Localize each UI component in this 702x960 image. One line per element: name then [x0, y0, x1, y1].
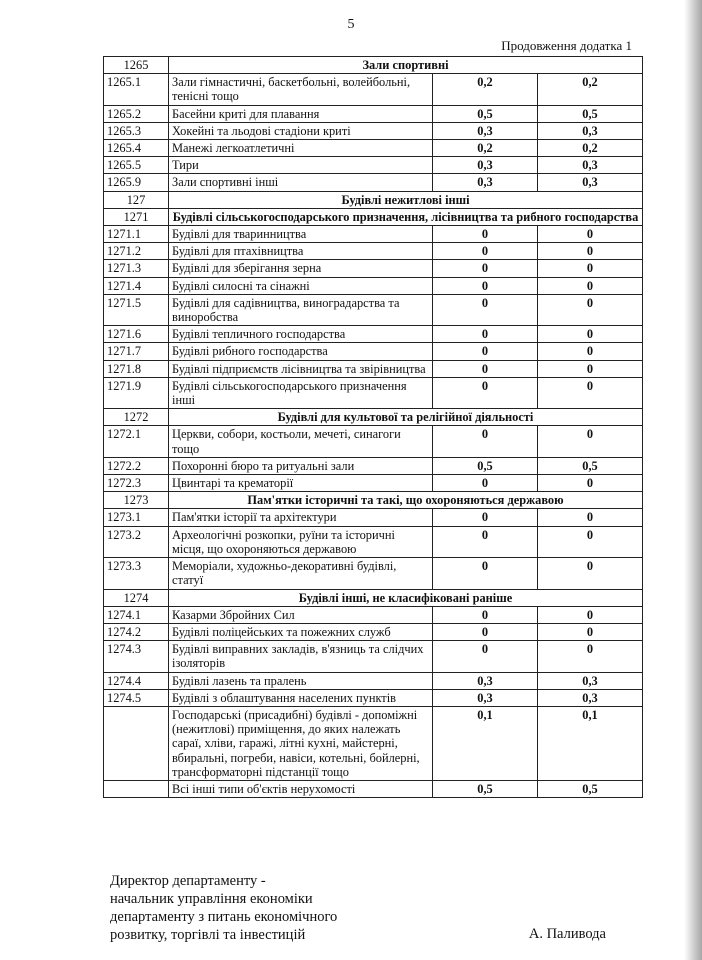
- name-cell: Будівлі виправних закладів, в'язниць та слідчих ізоляторів: [169, 641, 433, 672]
- code-cell: [104, 780, 169, 797]
- section-row: [104, 191, 643, 208]
- name-cell: Пам'ятки історії та архітектури: [169, 509, 433, 526]
- value-cell: 0: [433, 641, 538, 672]
- value-cell: 0,5: [538, 780, 643, 797]
- section-row: [104, 208, 643, 225]
- value-cell: 0: [538, 558, 643, 589]
- signature-line: Директор департаменту -: [110, 873, 266, 889]
- code-cell: 1271.9: [104, 377, 169, 408]
- value-cell: 0,3: [538, 689, 643, 706]
- name-cell: Будівлі для тваринництва: [169, 226, 433, 243]
- continuation-note: Продовження додатка 1: [501, 38, 632, 53]
- table-row: [104, 623, 643, 640]
- name-cell: Будівлі рибного господарства: [169, 343, 433, 360]
- section-row: [104, 57, 643, 74]
- table-row: [104, 122, 643, 139]
- value-cell: 0,3: [433, 672, 538, 689]
- code-cell: 1274.4: [104, 672, 169, 689]
- name-cell: Хокейні та льодові стадіони криті: [169, 122, 433, 139]
- value-cell: 0,3: [538, 122, 643, 139]
- value-cell: 0: [433, 606, 538, 623]
- code-cell: 1265.4: [104, 140, 169, 157]
- name-cell: Манежі легкоатлетичні: [169, 140, 433, 157]
- table-row: [104, 641, 643, 672]
- name-cell: Будівлі тепличного господарства: [169, 326, 433, 343]
- table-row: [104, 606, 643, 623]
- section-row: [104, 492, 643, 509]
- value-cell: 0,3: [433, 157, 538, 174]
- group-code-cell: 127: [104, 191, 169, 208]
- signature-block: [110, 872, 337, 944]
- table-row: [104, 672, 643, 689]
- value-cell: 0: [433, 277, 538, 294]
- group-code-cell: 1274: [104, 589, 169, 606]
- value-cell: 0: [433, 326, 538, 343]
- code-cell: 1265.5: [104, 157, 169, 174]
- code-cell: 1274.2: [104, 623, 169, 640]
- table-row: [104, 260, 643, 277]
- value-cell: 0,3: [538, 672, 643, 689]
- signature-line: начальник управління економіки: [110, 891, 313, 907]
- value-cell: 0: [538, 526, 643, 557]
- name-cell: Меморіали, художньо-декоративні будівлі, статуї: [169, 558, 433, 589]
- page-number: 5: [347, 17, 355, 32]
- section-row: [104, 409, 643, 426]
- name-cell: Будівлі силосні та сінажні: [169, 277, 433, 294]
- name-cell: Будівлі з облаштування населених пунктів: [169, 689, 433, 706]
- value-cell: 0: [433, 509, 538, 526]
- table-row: [104, 326, 643, 343]
- code-cell: 1265.2: [104, 105, 169, 122]
- value-cell: 0: [433, 360, 538, 377]
- table-row: [104, 426, 643, 457]
- table-row: [104, 105, 643, 122]
- table-row: [104, 140, 643, 157]
- value-cell: 0: [538, 260, 643, 277]
- group-code-cell: 1265: [104, 57, 169, 74]
- value-cell: 0,3: [433, 122, 538, 139]
- code-cell: 1271.8: [104, 360, 169, 377]
- name-cell: Будівлі для птахівництва: [169, 243, 433, 260]
- table-row: [104, 174, 643, 191]
- page-edge-shadow: [684, 0, 702, 960]
- section-title-cell: Будівлі сільськогосподарського призначення, лісівництва та рибного господарства: [169, 208, 643, 225]
- value-cell: 0: [433, 260, 538, 277]
- table-row: [104, 243, 643, 260]
- table-row: [104, 74, 643, 105]
- signer-name: А. Паливода: [528, 926, 606, 942]
- name-cell: Тири: [169, 157, 433, 174]
- section-title-cell: Пам'ятки історичні та такі, що охороняються державою: [169, 492, 643, 509]
- table-row: [104, 509, 643, 526]
- value-cell: 0,1: [433, 706, 538, 780]
- table-row: [104, 526, 643, 557]
- table-row: [104, 277, 643, 294]
- value-cell: 0: [433, 623, 538, 640]
- code-cell: 1273.2: [104, 526, 169, 557]
- name-cell: Цвинтарі та крематорії: [169, 475, 433, 492]
- table-row: [104, 343, 643, 360]
- value-cell: 0: [538, 426, 643, 457]
- table-row: [104, 226, 643, 243]
- value-cell: 0: [433, 243, 538, 260]
- table-row: [104, 689, 643, 706]
- code-cell: 1271.5: [104, 294, 169, 325]
- code-cell: 1271.7: [104, 343, 169, 360]
- name-cell: Будівлі підприємств лісівництва та звірівництва: [169, 360, 433, 377]
- value-cell: 0,2: [433, 74, 538, 105]
- value-cell: 0,2: [433, 140, 538, 157]
- table-row: [104, 294, 643, 325]
- value-cell: 0: [538, 277, 643, 294]
- code-cell: 1271.2: [104, 243, 169, 260]
- value-cell: 0: [433, 558, 538, 589]
- value-cell: 0,3: [433, 689, 538, 706]
- value-cell: 0,5: [538, 105, 643, 122]
- name-cell: Церкви, собори, костьоли, мечеті, синагоги тощо: [169, 426, 433, 457]
- value-cell: 0,2: [538, 140, 643, 157]
- table-row: [104, 780, 643, 797]
- code-cell: 1274.3: [104, 641, 169, 672]
- code-cell: 1274.1: [104, 606, 169, 623]
- value-cell: 0: [538, 475, 643, 492]
- name-cell: Зали спортивні інші: [169, 174, 433, 191]
- value-cell: 0,3: [538, 157, 643, 174]
- code-cell: [104, 706, 169, 780]
- table-row: [104, 706, 643, 780]
- value-cell: 0,1: [538, 706, 643, 780]
- section-title-cell: Будівлі для культової та релігійної діяльності: [169, 409, 643, 426]
- table-row: [104, 157, 643, 174]
- table-row: [104, 457, 643, 474]
- name-cell: Басейни криті для плавання: [169, 105, 433, 122]
- value-cell: 0: [538, 226, 643, 243]
- group-code-cell: 1273: [104, 492, 169, 509]
- table-row: [104, 475, 643, 492]
- code-cell: 1271.4: [104, 277, 169, 294]
- code-cell: 1265.3: [104, 122, 169, 139]
- table-row: [104, 377, 643, 408]
- code-cell: 1265.9: [104, 174, 169, 191]
- name-cell: Будівлі для зберігання зерна: [169, 260, 433, 277]
- name-cell: Зали гімнастичні, баскетбольні, волейбольні, тенісні тощо: [169, 74, 433, 105]
- code-cell: 1272.3: [104, 475, 169, 492]
- code-cell: 1272.2: [104, 457, 169, 474]
- value-cell: 0: [433, 343, 538, 360]
- value-cell: 0: [538, 509, 643, 526]
- code-cell: 1274.5: [104, 689, 169, 706]
- name-cell: Будівлі поліцейських та пожежних служб: [169, 623, 433, 640]
- name-cell: Будівлі для садівництва, виноградарства та виноробства: [169, 294, 433, 325]
- code-cell: 1273.3: [104, 558, 169, 589]
- code-cell: 1265.1: [104, 74, 169, 105]
- value-cell: 0: [433, 526, 538, 557]
- value-cell: 0: [538, 377, 643, 408]
- table-row: [104, 558, 643, 589]
- name-cell: Всі інші типи об'єктів нерухомості: [169, 780, 433, 797]
- value-cell: 0,3: [433, 174, 538, 191]
- rates-table: [103, 56, 643, 798]
- value-cell: 0: [538, 343, 643, 360]
- section-title-cell: Будівлі інші, не класифіковані раніше: [169, 589, 643, 606]
- value-cell: 0: [433, 426, 538, 457]
- value-cell: 0: [538, 294, 643, 325]
- value-cell: 0,3: [538, 174, 643, 191]
- signature-line: департаменту з питань економічного: [110, 909, 338, 925]
- code-cell: 1271.3: [104, 260, 169, 277]
- name-cell: Будівлі сільськогосподарського призначення інші: [169, 377, 433, 408]
- value-cell: 0: [538, 606, 643, 623]
- code-cell: 1271.1: [104, 226, 169, 243]
- value-cell: 0: [433, 377, 538, 408]
- value-cell: 0: [538, 360, 643, 377]
- name-cell: Господарські (присадибні) будівлі - допоміжні (нежитлові) приміщення, до яких належать сараї, хліви, гаражі, літні кухні, майстерні, вбиральні, погреби, навіси, котельні, бойлерні, трансформаторні підстанції тощо: [169, 706, 433, 780]
- value-cell: 0,5: [433, 457, 538, 474]
- value-cell: 0,5: [433, 780, 538, 797]
- name-cell: Будівлі лазень та пралень: [169, 672, 433, 689]
- value-cell: 0: [538, 243, 643, 260]
- section-row: [104, 589, 643, 606]
- group-code-cell: 1271: [104, 208, 169, 225]
- group-code-cell: 1272: [104, 409, 169, 426]
- value-cell: 0: [538, 641, 643, 672]
- value-cell: 0: [538, 326, 643, 343]
- name-cell: Казарми Збройних Сил: [169, 606, 433, 623]
- value-cell: 0: [433, 294, 538, 325]
- section-title-cell: Будівлі нежитлові інші: [169, 191, 643, 208]
- code-cell: 1273.1: [104, 509, 169, 526]
- value-cell: 0,5: [433, 105, 538, 122]
- value-cell: 0: [538, 623, 643, 640]
- name-cell: Археологічні розкопки, руїни та історичні місця, що охороняються державою: [169, 526, 433, 557]
- code-cell: 1272.1: [104, 426, 169, 457]
- name-cell: Похоронні бюро та ритуальні зали: [169, 457, 433, 474]
- signature-line: розвитку, торгівлі та інвестицій: [110, 927, 306, 943]
- code-cell: 1271.6: [104, 326, 169, 343]
- section-title-cell: Зали спортивні: [169, 57, 643, 74]
- value-cell: 0,5: [538, 457, 643, 474]
- value-cell: 0: [433, 226, 538, 243]
- value-cell: 0,2: [538, 74, 643, 105]
- value-cell: 0: [433, 475, 538, 492]
- table-row: [104, 360, 643, 377]
